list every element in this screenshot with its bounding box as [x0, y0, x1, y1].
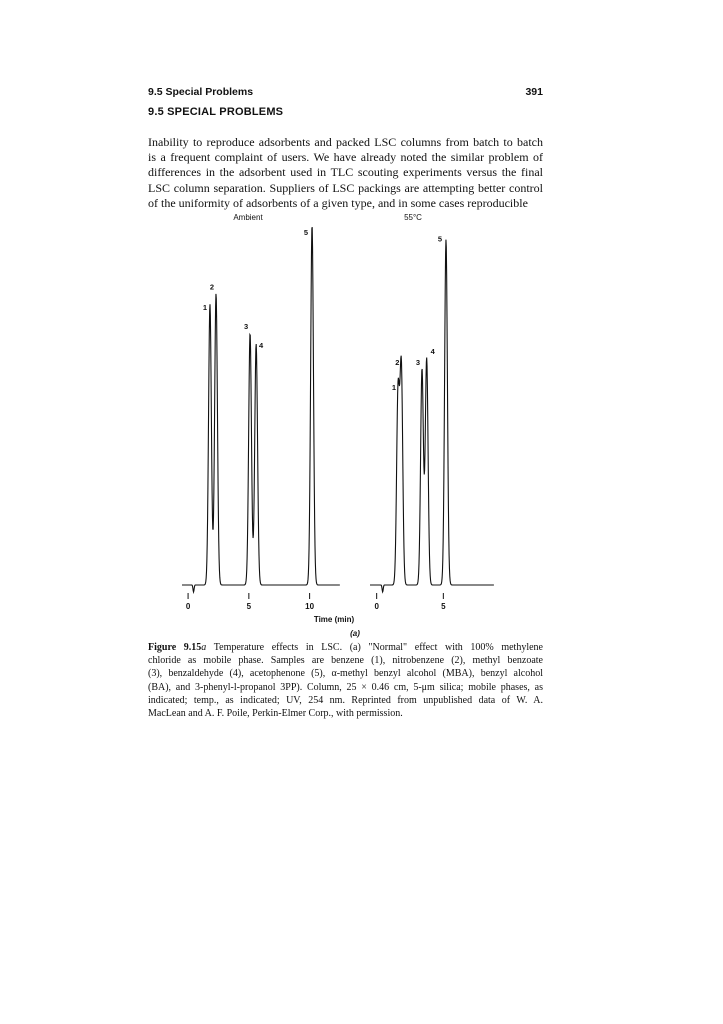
caption-line: Temperature effects in LSC. (a) "Normal" effect with 100% methylene [206, 642, 543, 653]
peak-label: 3 [244, 322, 249, 331]
caption-label-suffix: a [201, 642, 207, 653]
panel-label: (a) [350, 629, 360, 638]
peak-label: 2 [395, 358, 400, 367]
running-head [148, 86, 543, 102]
caption-line: chloride as mobile phase. Samples are benzene (1), nitrobenzene (2), methyl benzoate [148, 655, 543, 667]
figure-caption [148, 641, 543, 720]
body-paragraph [148, 135, 543, 211]
body-line: differences in the adsorbent used in TLC scouting experiments versus the final [148, 165, 543, 180]
caption-line: (BA), and 3-phenyl-l-propanol 3PP). Column, 25 × 0.46 cm, 5-μm silica; mobile phases, as [148, 681, 543, 693]
section-title: 9.5 SPECIAL PROBLEMS [148, 106, 284, 118]
peak-label: 1 [202, 303, 208, 313]
x-tick-label: 5 [441, 602, 446, 611]
page-number: 391 [525, 86, 543, 98]
caption-label: Figure 9.15 [148, 642, 202, 653]
x-tick-label: 5 [246, 602, 252, 611]
peak-label: 2 [209, 282, 215, 292]
body-line: is a frequent complaint of users. We have already noted the similar problem of [148, 150, 543, 165]
x-axis-label: Time (min) [313, 615, 355, 624]
peak-label: 3 [415, 358, 421, 367]
body-line: Inability to reproduce adsorbents and packed LSC columns from batch to batch [148, 135, 543, 149]
caption-line: indicated; temp., as indicated; UV, 254 nm. Reprinted from unpublished data of W. A. [148, 694, 543, 706]
body-line: of the uniformity of adsorbents of a given type, and in some cases reproducible [148, 195, 528, 210]
x-tick-label: 0 [374, 602, 379, 611]
x-tick-label: 10 [305, 602, 315, 611]
chromatogram-panel-55c [370, 213, 494, 611]
x-tick-label: 0 [185, 602, 191, 611]
peak-label: 5 [437, 234, 443, 244]
caption-line: MacLean and A. F. Poile, Perkin-Elmer Corp., with permission. [148, 708, 403, 720]
body-line: LSC column separation. Suppliers of LSC packings are attempting better control [148, 180, 543, 195]
peak-label: 1 [391, 383, 397, 393]
panel-title-55c: 55°C [404, 213, 422, 222]
chromatogram-panel-ambient [182, 213, 340, 611]
chromatogram-trace [370, 240, 494, 592]
peak-label: 4 [430, 347, 435, 357]
running-head-section: 9.5 Special Problems [148, 86, 254, 98]
peak-label: 5 [303, 228, 309, 237]
caption-line: (3), benzaldehyde (4), acetophenone (5), α-methyl benzyl alcohol (MBA), benzyl alcohol [148, 668, 543, 680]
peak-label: 4 [259, 340, 264, 350]
panel-title-ambient: Ambient [233, 213, 263, 222]
chromatogram-trace [182, 227, 340, 592]
